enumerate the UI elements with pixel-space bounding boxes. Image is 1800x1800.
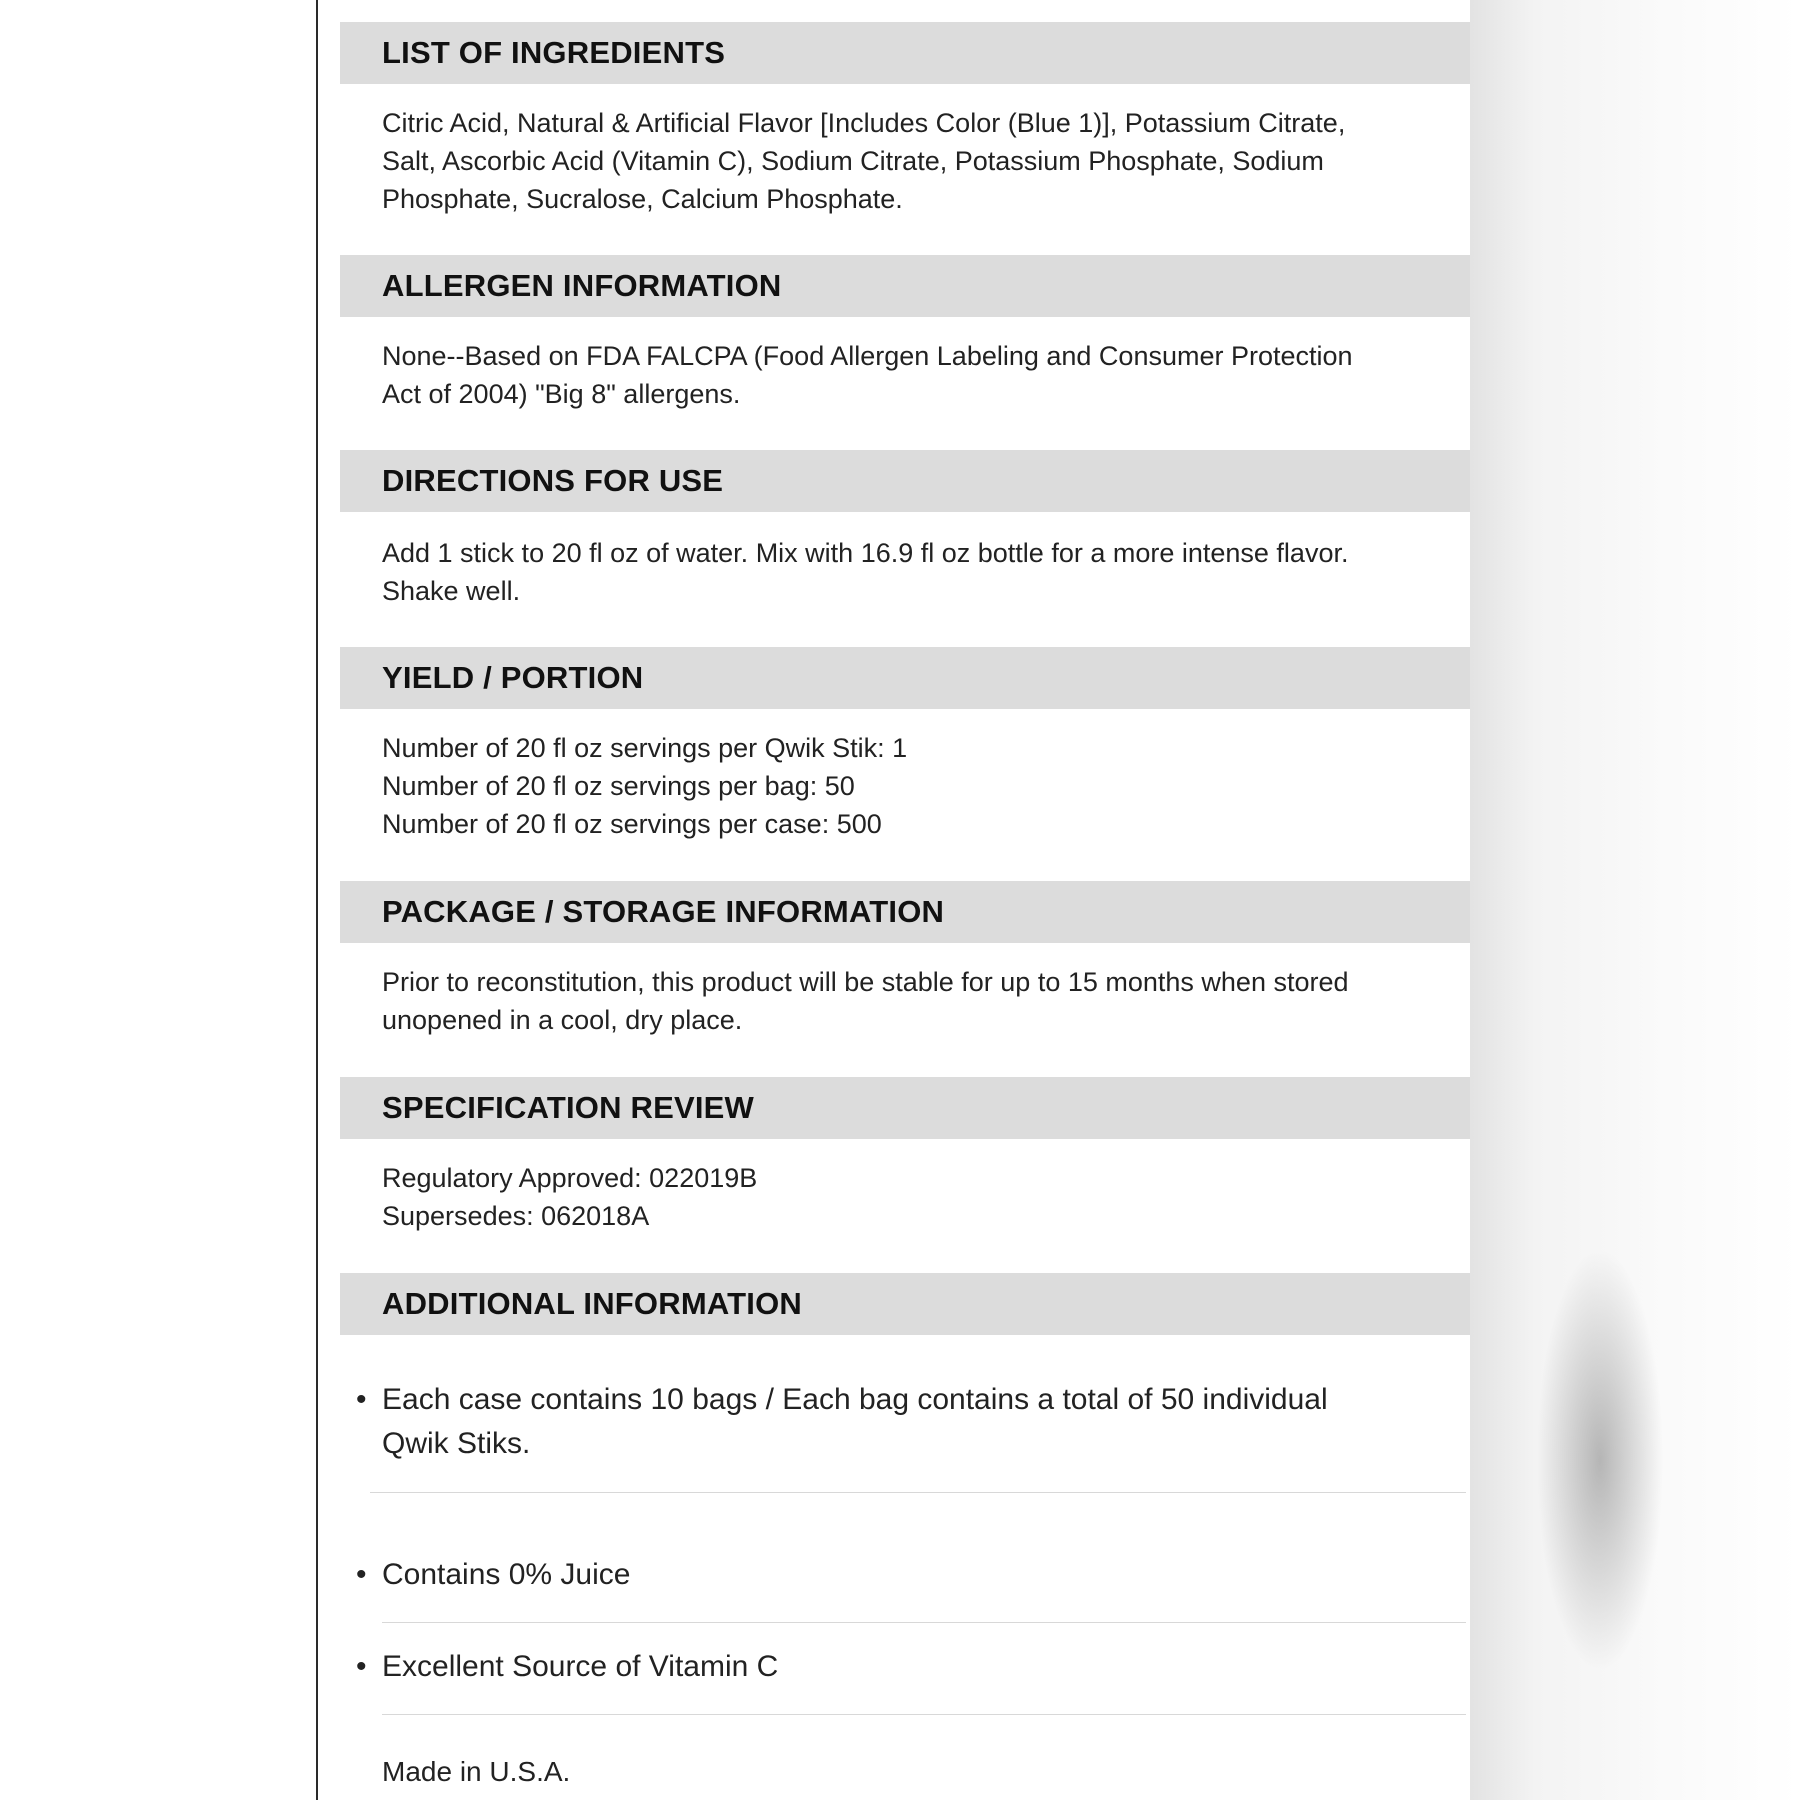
section-body-specification [382,1159,1462,1235]
yield-line: Number of 20 fl oz servings per bag: 50 [382,771,855,801]
origin-note: Made in U.S.A. [382,1756,571,1787]
allergen-line: Act of 2004) "Big 8" allergens. [382,379,741,409]
divider [382,1622,1466,1623]
page-edge-shadow [1468,0,1800,1800]
ingredients-line: Phosphate, Sucralose, Calcium Phosphate. [382,184,903,214]
list-item-text [356,1378,1466,1466]
section-header-directions: DIRECTIONS FOR USE [340,450,1470,512]
directions-line: Shake well. [382,576,521,606]
list-item-text [356,1553,1466,1597]
bullet-icon: • [356,1558,367,1591]
allergen-line: None--Based on FDA FALCPA (Food Allergen Labeling and Consumer Protection [382,341,1353,371]
section-header-storage: PACKAGE / STORAGE INFORMATION [340,881,1470,943]
section-body-ingredients [382,104,1462,218]
list-item-line: Contains 0% Juice [382,1558,631,1591]
list-item-line: Excellent Source of Vitamin C [382,1650,779,1683]
list-item-text [356,1645,1466,1689]
storage-line: unopened in a cool, dry place. [382,1005,743,1035]
specification-line: Regulatory Approved: 022019B [382,1163,758,1193]
bullet-icon: • [356,1650,367,1683]
list-item-line: Qwik Stiks. [382,1427,531,1460]
list-item [356,1378,1466,1466]
section-header-specification: SPECIFICATION REVIEW [340,1077,1470,1139]
yield-line: Number of 20 fl oz servings per Qwik Stik: 1 [382,733,908,763]
section-body-yield [382,729,1462,843]
ingredients-line: Salt, Ascorbic Acid (Vitamin C), Sodium Citrate, Potassium Phosphate, Sodium [382,146,1324,176]
section-header-yield: YIELD / PORTION [340,647,1470,709]
list-item-line: Each case contains 10 bags / Each bag contains a total of 50 individual [382,1383,1328,1416]
section-body-storage [382,963,1462,1039]
list-item [356,1645,1466,1689]
section-body-allergen [382,337,1462,413]
divider [382,1714,1466,1715]
storage-line: Prior to reconstitution, this product will be stable for up to 15 months when stored [382,967,1349,997]
ingredients-line: Citric Acid, Natural & Artificial Flavor [Includes Color (Blue 1)], Potassium Citrate, [382,108,1346,138]
list-item [356,1553,1466,1597]
yield-line: Number of 20 fl oz servings per case: 500 [382,809,882,839]
section-header-additional: ADDITIONAL INFORMATION [340,1273,1470,1335]
bullet-icon: • [356,1383,367,1416]
divider [370,1492,1466,1493]
section-header-allergen: ALLERGEN INFORMATION [340,255,1470,317]
section-body-directions [382,534,1462,610]
specification-line: Supersedes: 062018A [382,1201,650,1231]
directions-line: Add 1 stick to 20 fl oz of water. Mix with 16.9 fl oz bottle for a more intense flavor. [382,538,1349,568]
section-header-ingredients: LIST OF INGREDIENTS [340,22,1470,84]
page-left-border [316,0,318,1800]
